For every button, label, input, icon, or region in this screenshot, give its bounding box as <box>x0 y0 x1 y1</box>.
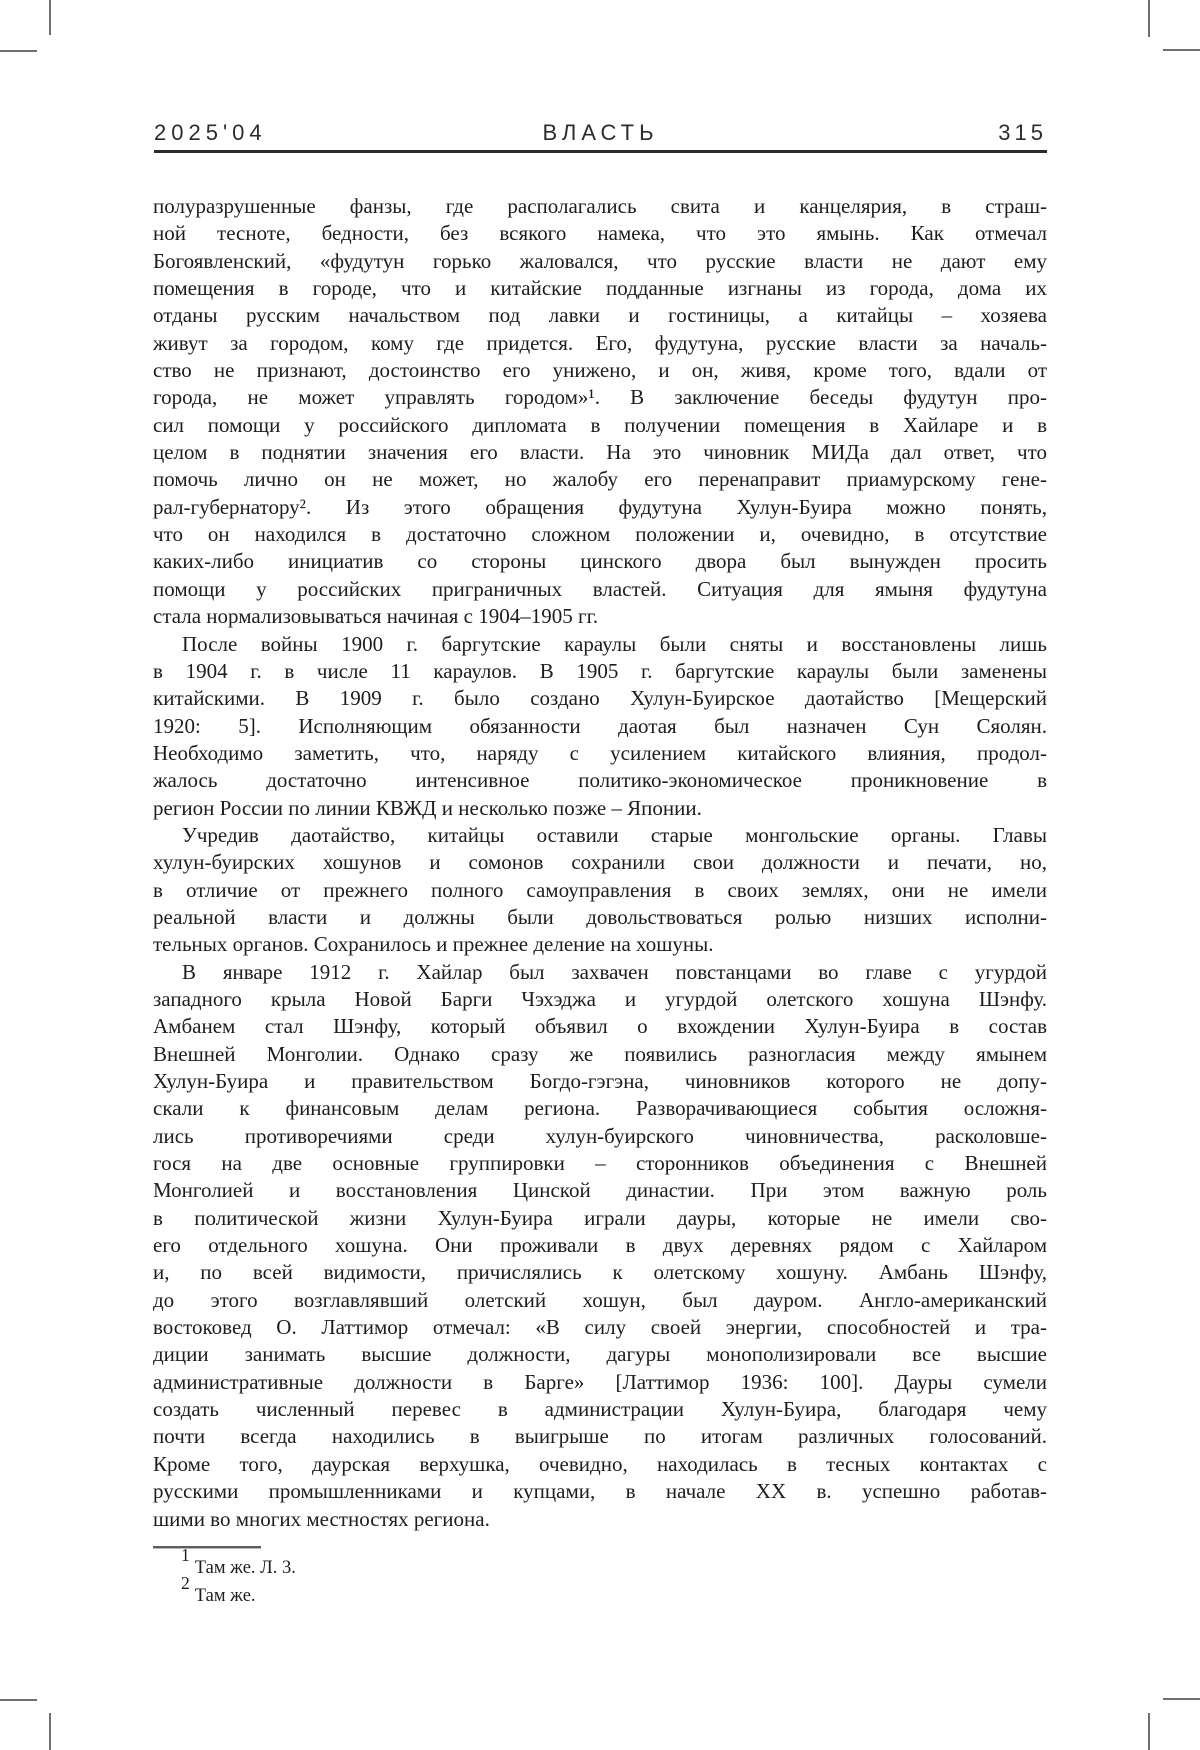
text-line: скали к финансовым делам региона. Разворачивающиеся события осложня- <box>153 1096 1047 1121</box>
text-line: В январе 1912 г. Хайлар был захвачен повстанцами во главе с угурдой <box>182 959 1047 984</box>
text-line: китайскими. В 1909 г. было создано Хулун-Буирское даотайство [Мещерский <box>153 686 1047 711</box>
running-head <box>154 120 1047 148</box>
text-line: диции занимать высшие должности, дагуры монополизировали все высшие <box>153 1342 1047 1367</box>
crop-mark-bottom-left-horizontal <box>0 1699 37 1701</box>
footnote-text: Там же. <box>194 1586 256 1606</box>
text-line: Хулун-Буира и правительством Богдо-гэгэна, чиновников которого не допу- <box>153 1069 1047 1093</box>
text-line: живут за городом, кому где придется. Его, фудутуна, русские власти за началь- <box>153 330 1047 355</box>
text-line: создать численный перевес в администрации Хулун-Буира, благодаря чему <box>153 1397 1047 1422</box>
text-line: каких-либо инициатив со стороны цинского двора был вынужден просить <box>153 549 1047 574</box>
text-line: регион России по линии КВЖД и несколько позже – Японии. <box>153 795 702 820</box>
text-line: что он находился в достаточно сложном положении и, очевидно, в отсутствие <box>153 522 1047 547</box>
text-line: Богоявленский, «фудутун горько жаловался, что русские власти не дают ему <box>153 248 1047 273</box>
text-line: в отличие от прежнего полного самоуправления в своих землях, они не имели <box>153 877 1047 902</box>
text-line: русскими промышленниками и купцами, в начале XX в. успешно работав- <box>153 1479 1047 1504</box>
text-line: его отдельного хошуна. Они проживали в двух деревнях рядом с Хайларом <box>153 1233 1047 1258</box>
text-line: Кроме того, даурская верхушка, очевидно, находилась в тесных контактах с <box>153 1451 1047 1476</box>
text-line: Монголией и восстановления Цинской династии. При этом важную роль <box>153 1178 1047 1203</box>
crop-mark-top-left-horizontal <box>0 50 37 52</box>
text-line: востоковед О. Латтимор отмечал: «В силу своей энергии, способностей и тра- <box>153 1315 1047 1340</box>
text-line: почти всегда находились в выигрыше по итогам различных голосований. <box>153 1424 1047 1449</box>
body-text <box>153 193 1047 1533</box>
text-line: стала нормализовываться начиная с 1904–1905 гг. <box>153 604 599 629</box>
text-line: шими во многих местностях региона. <box>153 1506 490 1531</box>
text-line: и, по всей видимости, причислялись к олетскому хошуну. Амбань Шэнфу, <box>153 1260 1047 1285</box>
text-line: Амбанем стал Шэнфу, который объявил о вхождении Хулун-Буира в состав <box>153 1014 1047 1039</box>
crop-mark-top-left-vertical <box>49 0 51 35</box>
crop-mark-top-right-vertical <box>1148 0 1150 37</box>
text-line: жалось достаточно интенсивное политико-экономическое проникновение в <box>153 768 1047 793</box>
text-line: хулун-буирских хошунов и сомонов сохранили свои должности и печати, но, <box>153 850 1047 875</box>
crop-mark-top-right-horizontal <box>1163 49 1200 51</box>
text-line: города, не может управлять городом»¹. В заключение беседы фудутун про- <box>153 385 1047 410</box>
text-line: полуразрушенные фанзы, где располагались свита и канцелярия, в страш- <box>153 194 1047 218</box>
journal-title: ВЛАСТЬ <box>542 120 659 145</box>
crop-mark-bottom-right-vertical <box>1148 1713 1150 1750</box>
crop-mark-bottom-right-horizontal <box>1163 1698 1200 1700</box>
text-line: сил помощи у российского дипломата в получении помещения в Хайларе и в <box>153 412 1047 437</box>
text-line: помощи у российских приграничных властей. Ситуация для ямыня фудутуна <box>153 576 1047 601</box>
text-line: Учредив даотайство, китайцы оставили старые монгольские органы. Главы <box>182 822 1047 847</box>
footnote-rule <box>153 1546 261 1549</box>
text-line: тельных органов. Сохранилось и прежнее деление на хошуны. <box>153 932 714 957</box>
footnote-marker: 1 <box>181 1544 190 1565</box>
text-line: гося на две основные группировки – сторонников объединения с Внешней <box>153 1151 1047 1176</box>
crop-mark-bottom-left-vertical <box>49 1713 51 1750</box>
text-line: реальной власти и должны были довольствоваться ролью низших исполни- <box>153 904 1047 929</box>
text-line: отданы русским начальством под лавки и гостиницы, а китайцы – хозяева <box>153 303 1047 328</box>
footnote-marker: 2 <box>181 1572 190 1593</box>
text-line: административные должности в Барге» [Латтимор 1936: 100]. Дауры сумели <box>153 1369 1047 1394</box>
footnote <box>153 1544 1047 1582</box>
text-line: помочь лично он не может, но жалобу его перенаправит приамурскому гене- <box>153 467 1047 492</box>
text-line: 1920: 5]. Исполняющим обязанности даотая был назначен Сун Сяолян. <box>153 713 1047 738</box>
text-line: помещения в городе, что и китайские подданные изгнаны из города, дома их <box>153 276 1047 301</box>
text-line: в политической жизни Хулун-Буира играли дауры, которые не имели сво- <box>153 1205 1047 1230</box>
text-line: Необходимо заметить, что, наряду с усилением китайского влияния, продол- <box>153 740 1047 765</box>
text-line: западного крыла Новой Барги Чэхэджа и угурдой олетского хошуна Шэнфу. <box>153 986 1047 1011</box>
footnotes <box>153 1544 1047 1610</box>
header-rule <box>154 150 1047 153</box>
text-line: Внешней Монголии. Однако сразу же появились разногласия между ямынем <box>153 1041 1047 1066</box>
page-number: 315 <box>998 120 1047 145</box>
text-line: в 1904 г. в числе 11 караулов. В 1905 г. баргутские караулы были заменены <box>153 658 1047 683</box>
footnote-text: Там же. Л. 3. <box>194 1558 296 1578</box>
text-line: рал-губернатору². Из этого обращения фудутуна Хулун-Буира можно понять, <box>153 494 1047 519</box>
text-line: ной тесноте, бедности, без всякого намека, что это ямынь. Как отмечал <box>153 221 1047 246</box>
footnote <box>153 1572 1047 1610</box>
text-line: лись противоречиями среди хулун-буирского чиновничества, расколовше- <box>153 1123 1047 1148</box>
text-line: до этого возглавлявший олетский хошун, был дауром. Англо-американский <box>153 1287 1047 1312</box>
text-line: целом в поднятии значения его власти. На это чиновник МИДа дал ответ, что <box>153 440 1047 465</box>
text-line: После войны 1900 г. баргутские караулы были сняты и восстановлены лишь <box>182 631 1047 656</box>
text-line: ство не признают, достоинство его унижено, и он, живя, кроме того, вдали от <box>153 358 1047 383</box>
issue-number: 2025'04 <box>154 120 267 145</box>
